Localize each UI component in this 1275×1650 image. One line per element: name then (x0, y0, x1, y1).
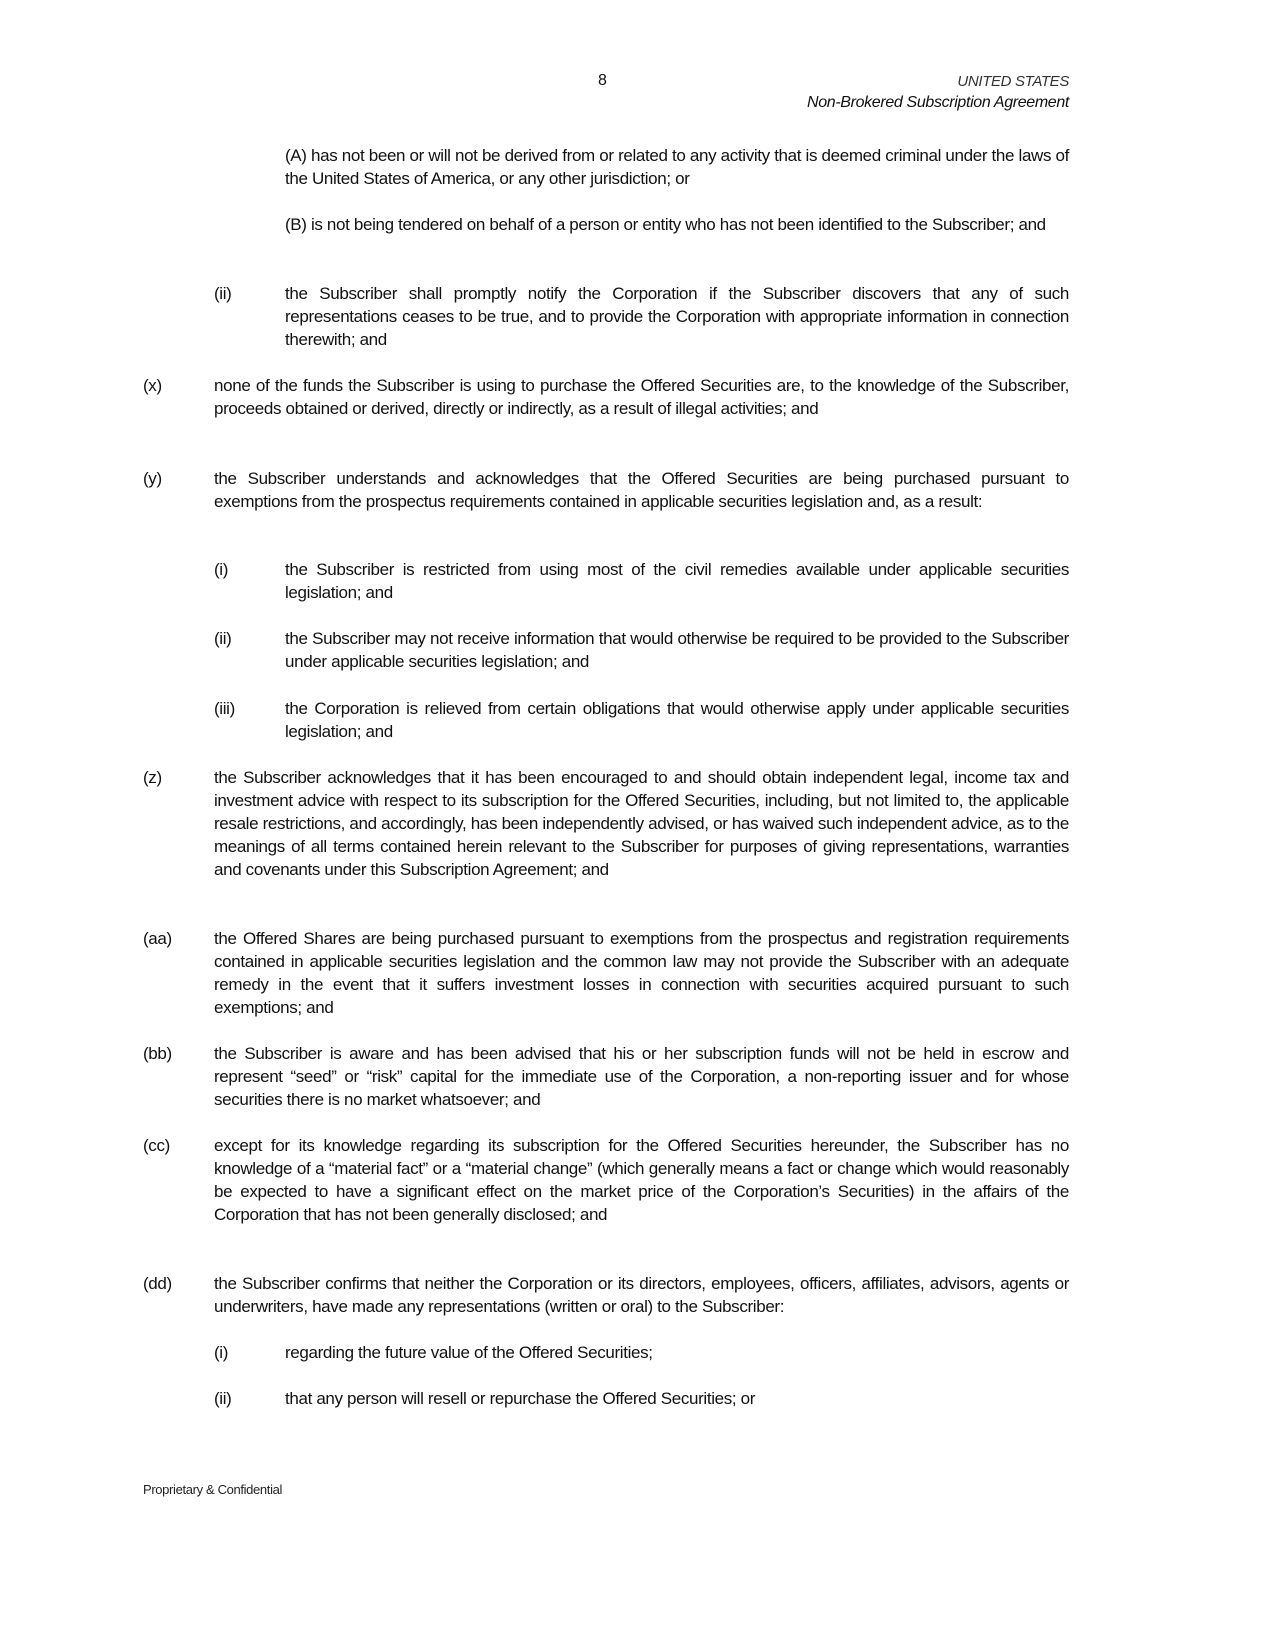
clause-label: (aa) (143, 929, 172, 948)
clause-label: (bb) (143, 1044, 172, 1063)
clause-text: the Subscriber acknowledges that it has been encouraged to and should obtain independent legal, income tax and investment advice with respect to its subscription for the Offered Securities, including, but not limited to, the applicable resale restrictions, and accordingly, has been independently advised, or has waived such independent advice, as to the meanings of all terms contained herein relevant to the Subscriber for purposes of giving representations, warranties and covenants under this Subscription Agreement; and (214, 768, 1069, 879)
clause-label: (i) (214, 1343, 229, 1362)
clause-text: the Corporation is relieved from certain obligations that would otherwise apply under applicable securities legislation; and (285, 699, 1069, 741)
clause-label: (iii) (214, 699, 235, 718)
footer-confidential: Proprietary & Confidential (143, 1482, 283, 1497)
clause-label: (i) (214, 560, 229, 579)
clause-text: except for its knowledge regarding its subscription for the Offered Securities hereunder, the Subscriber has no knowledge of a “material fact” or a “material change” (which generally means a fact or change which would reasonably be expected to have a significant effect on the market price of the Corporation’s Securities) in the affairs of the Corporation that has not been generally disclosed; and (214, 1136, 1069, 1224)
header-jurisdiction: UNITED STATES (957, 73, 1069, 90)
clause-text: the Subscriber confirms that neither the Corporation or its directors, employees, officers, affiliates, advisors, agents or underwriters, have made any representations (written or oral) to the Subscriber: (214, 1274, 1069, 1316)
clause-text: the Subscriber shall promptly notify the Corporation if the Subscriber discovers that any of such representations ceases to be true, and to provide the Corporation with appropriate information in connection therewith; and (285, 284, 1069, 349)
clause-text: (B) is not being tendered on behalf of a person or entity who has not been identified to the Subscriber; and (285, 215, 1046, 234)
clause-text: (A) has not been or will not be derived from or related to any activity that is deemed criminal under the laws of the United States of America, or any other jurisdiction; or (285, 146, 1069, 188)
clause-text: that any person will resell or repurchase the Offered Securities; or (285, 1389, 756, 1408)
clause-text: regarding the future value of the Offered Securities; (285, 1343, 653, 1362)
header-document-title: Non-Brokered Subscription Agreement (807, 94, 1069, 111)
clause-text: the Subscriber may not receive information that would otherwise be required to be provided to the Subscriber under applicable securities legislation; and (285, 629, 1069, 671)
clause-label: (cc) (143, 1136, 170, 1155)
clause-label: (x) (143, 376, 162, 395)
clause-text: the Offered Shares are being purchased pursuant to exemptions from the prospectus and registration requirements contained in applicable securities legislation and the common law may not provide the Subscriber with an adequate remedy in the event that it suffers investment losses in connection with securities acquired pursuant to such exemptions; and (214, 929, 1069, 1017)
clause-label: (ii) (214, 629, 232, 648)
clause-text: the Subscriber is aware and has been advised that his or her subscription funds will not be held in escrow and represent “seed” or “risk” capital for the immediate use of the Corporation, a non-reporting issuer and for whose securities there is no market whatsoever; and (214, 1044, 1069, 1109)
clause-text: none of the funds the Subscriber is using to purchase the Offered Securities are, to the knowledge of the Subscriber, proceeds obtained or derived, directly or indirectly, as a result of illegal activities; and (214, 376, 1069, 418)
clause-label: (y) (143, 469, 162, 488)
clause-label: (dd) (143, 1274, 172, 1293)
clause-text: the Subscriber is restricted from using most of the civil remedies available under applicable securities legislation; and (285, 560, 1069, 602)
clause-label: (z) (143, 768, 162, 787)
clause-text: the Subscriber understands and acknowledges that the Offered Securities are being purchased pursuant to exemptions from the prospectus requirements contained in applicable securities legislation and, as a result: (214, 469, 1069, 511)
page-number: 8 (598, 72, 607, 89)
clause-label: (ii) (214, 1389, 232, 1408)
clause-label: (ii) (214, 284, 232, 303)
